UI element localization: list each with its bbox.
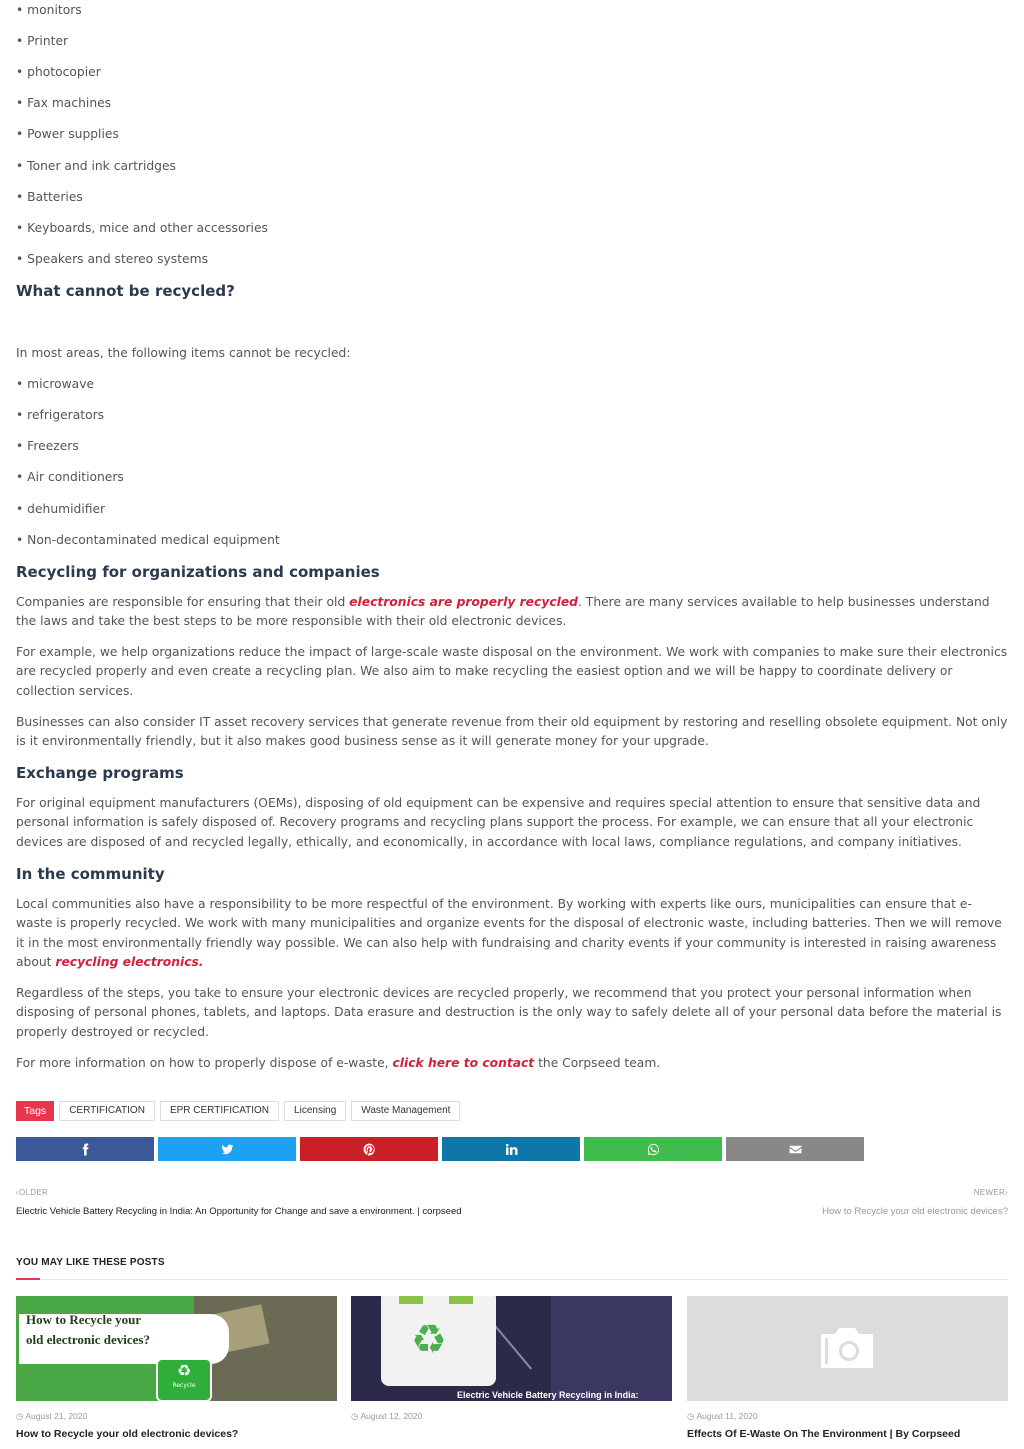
- facebook-icon: [79, 1143, 92, 1156]
- thumbnail-caption: Electric Vehicle Battery Recycling in India:: [457, 1390, 639, 1400]
- divider-accent: [16, 1278, 40, 1280]
- list-item: • Non-decontaminated medical equipment: [16, 533, 280, 547]
- newer-label-text: NEWER: [973, 1188, 1006, 1197]
- thumbnail-line: [492, 1322, 532, 1369]
- text: Companies are responsible for ensuring that their old: [16, 595, 350, 609]
- post-date-text: August 11, 2020: [696, 1411, 758, 1421]
- post-date: [687, 1410, 1008, 1422]
- post-date: [351, 1410, 672, 1422]
- list-item: • Toner and ink cartridges: [16, 159, 176, 173]
- list-item: • monitors: [16, 3, 82, 17]
- share-whatsapp-button[interactable]: [584, 1137, 722, 1161]
- list-item: • Batteries: [16, 190, 83, 204]
- twitter-icon: [221, 1143, 234, 1156]
- post-thumbnail[interactable]: [351, 1296, 672, 1401]
- list-item: • Speakers and stereo systems: [16, 252, 208, 266]
- paragraph: For original equipment manufacturers (OEMs), disposing of old equipment can be expensive and requires special attention to ensure that sensitive data and personal information is safely disposed of. Recovery programs and recycling plans support the process. For example, we can ensure that all your electronic devices are disposed of and recycled legally, ethically, and economically, in accordance with local laws, compliance regulations, and company initiatives.: [16, 796, 981, 849]
- recycling-electronics-link[interactable]: recycling electronics.: [55, 954, 204, 969]
- paragraph: [16, 593, 1008, 632]
- recycle-badge-text: Recycle: [172, 1382, 196, 1389]
- list-item: • Air conditioners: [16, 470, 124, 484]
- post-title[interactable]: Effects Of E-Waste On The Environment | By Corpseed: [687, 1428, 961, 1440]
- post-thumbnail[interactable]: [687, 1296, 1008, 1401]
- related-posts-heading: YOU MAY LIKE THESE POSTS: [16, 1257, 165, 1268]
- tag-epr-certification[interactable]: EPR CERTIFICATION: [160, 1101, 279, 1121]
- thumbnail-text-line: old electronic devices?: [26, 1332, 150, 1347]
- share-twitter-button[interactable]: [158, 1137, 296, 1161]
- intro-text: In most areas, the following items cannot be recycled:: [16, 346, 351, 360]
- tags-label: Tags: [16, 1101, 54, 1121]
- section-heading-exchange: Exchange programs: [16, 764, 184, 782]
- thumbnail-shape: [551, 1296, 672, 1401]
- recycle-bin-graphic: [156, 1358, 212, 1401]
- related-post-card[interactable]: [687, 1296, 1008, 1441]
- tag-certification[interactable]: CERTIFICATION: [59, 1101, 155, 1121]
- chevron-left-icon: ‹: [16, 1188, 19, 1197]
- text: the Corpseed team.: [534, 1056, 661, 1070]
- related-post-card[interactable]: [351, 1296, 672, 1427]
- battery-terminal: [399, 1296, 423, 1304]
- tag-waste-management[interactable]: Waste Management: [351, 1101, 460, 1121]
- thumbnail-text-line: How to Recycle your: [26, 1312, 142, 1327]
- share-email-button[interactable]: [726, 1137, 864, 1161]
- camera-icon: [817, 1324, 877, 1372]
- contact-link[interactable]: click here to contact: [392, 1056, 535, 1070]
- post-date-text: August 12, 2020: [360, 1411, 423, 1421]
- pinterest-icon: [363, 1143, 376, 1156]
- section-heading-organizations: Recycling for organizations and companies: [16, 563, 380, 581]
- recycle-icon: ♻: [176, 1361, 192, 1380]
- email-icon: [789, 1143, 802, 1156]
- paragraph: [16, 895, 1008, 972]
- older-post-title[interactable]: Electric Vehicle Battery Recycling in India: An Opportunity for Change and save a environment. | corpseed: [16, 1206, 462, 1217]
- text: For more information on how to properly dispose of e-waste,: [16, 1056, 393, 1070]
- older-label: [16, 1187, 496, 1199]
- list-item: • microwave: [16, 377, 95, 391]
- whatsapp-icon: [647, 1143, 660, 1156]
- older-post-nav[interactable]: [16, 1187, 496, 1219]
- paragraph: [16, 1054, 1008, 1073]
- section-heading-community: In the community: [16, 865, 165, 883]
- thumbnail-text: [26, 1310, 150, 1350]
- share-pinterest-button[interactable]: [300, 1137, 438, 1161]
- clock-icon: ◷: [16, 1411, 26, 1421]
- tag-list: [16, 1101, 460, 1121]
- clock-icon: ◷: [351, 1411, 361, 1421]
- list-item: • dehumidifier: [16, 502, 106, 516]
- battery-terminal: [449, 1296, 473, 1304]
- clock-icon: ◷: [687, 1411, 697, 1421]
- paragraph: Regardless of the steps, you take to ensure your electronic devices are recycled properly, we recommend that you protect your personal information when disposing of personal phones, tablets, and laptops. Data erasure and destruction is the only way to safely delete all of your personal data before the material is properly destroyed or recycled.: [16, 986, 1002, 1039]
- older-label-text: OLDER: [18, 1188, 49, 1197]
- list-item: • Printer: [16, 34, 69, 48]
- tag-licensing[interactable]: Licensing: [284, 1101, 346, 1121]
- list-item: • refrigerators: [16, 408, 105, 422]
- text: Local communities also have a responsibility to be more respectful of the environment. By working with experts like ours, municipalities can ensure that e-waste is properly recycled. We work with many municipalities and organize events for the disposal of electronic waste, including batteries. Then we will remove it in the most environmentally friendly way possible. We can also help with fundraising and charity events if your community is interested in raising awareness about: [16, 897, 1002, 969]
- list-item: • photocopier: [16, 65, 101, 79]
- electronics-recycled-link[interactable]: electronics are properly recycled: [349, 595, 578, 609]
- linkedin-icon: [505, 1143, 518, 1156]
- paragraph: For example, we help organizations reduce the impact of large-scale waste disposal on the environment. We work with companies to make sure their electronics are recycled properly and even create a recycling plan. We also aim to make recycling the easiest option and we will be happy to coordinate delivery or collection services.: [16, 645, 1008, 698]
- share-facebook-button[interactable]: [16, 1137, 154, 1161]
- post-title[interactable]: How to Recycle your old electronic devices?: [16, 1428, 239, 1440]
- share-linkedin-button[interactable]: [442, 1137, 580, 1161]
- post-date: [16, 1410, 337, 1422]
- recycle-icon: ♻: [411, 1317, 447, 1363]
- chevron-right-icon: ›: [1005, 1188, 1008, 1197]
- list-item: • Power supplies: [16, 127, 119, 141]
- paragraph: Businesses can also consider IT asset recovery services that generate revenue from their old equipment by restoring and reselling obsolete equipment. Not only is it environmentally friendly, but it also makes good business sense as it will generate money for your upgrade.: [16, 715, 1008, 749]
- list-item: • Keyboards, mice and other accessories: [16, 221, 268, 235]
- share-bar: [16, 1137, 864, 1161]
- newer-post-title[interactable]: How to Recycle your old electronic devices?: [822, 1206, 1008, 1217]
- section-heading-cannot: What cannot be recycled?: [16, 282, 235, 300]
- list-item: • Fax machines: [16, 96, 112, 110]
- post-date-text: August 21, 2020: [25, 1411, 88, 1421]
- newer-label: [588, 1187, 1008, 1199]
- divider: [16, 1279, 1008, 1280]
- post-thumbnail[interactable]: [16, 1296, 337, 1401]
- list-item: • Freezers: [16, 439, 79, 453]
- newer-post-nav[interactable]: [588, 1187, 1008, 1219]
- related-post-card[interactable]: [16, 1296, 337, 1441]
- text: . There are many services available to help businesses understand the laws and take the best steps to be more responsible with their old electronic devices.: [16, 595, 990, 629]
